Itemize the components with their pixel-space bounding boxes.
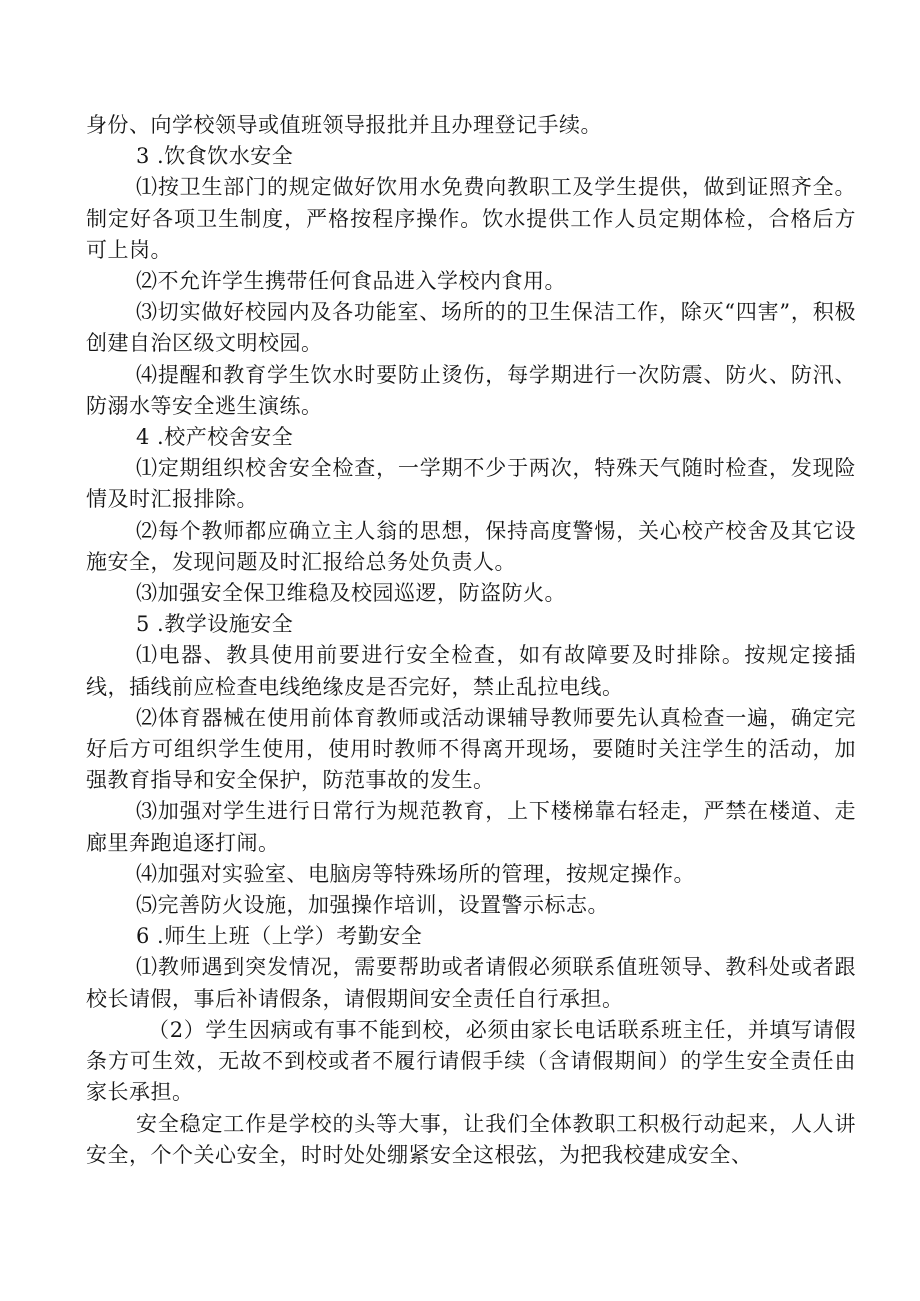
continued-paragraph: 身份、向学校领导或值班领导报批并且办理登记手续。 [86,113,602,137]
paragraph-attendance-2: （2）学生因病或有事不能到校，必须由家长电话联系班主任，并填写请假条方可生效，无故不到校或者不履行请假手续（含请假期间）的学生安全责任由家长承担。 [86,1017,856,1105]
paragraph-attendance-1: ⑴教师遇到突发情况，需要帮助或者请假必须联系值班领导、教科处或者跟校长请假，事后补请假条，请假期间安全责任自行承担。 [86,955,856,1011]
paragraph-teaching-facilities-4: ⑷加强对实验室、电脑房等特殊场所的管理，按规定操作。 [136,861,695,886]
paragraph-closing: 安全稳定工作是学校的头等大事，让我们全体教职工积极行动起来，人人讲安全，个个关心安全，时时处处绷紧安全这根弦，为把我校建成安全、 [86,1111,856,1167]
paragraph-food-water-4: ⑷提醒和教育学生饮水时要防止烫伤，每学期进行一次防震、防火、防汛、防溺水等安全逃生演练。 [86,362,856,418]
document-page [86,110,856,1171]
paragraph-teaching-facilities-1: ⑴电器、教具使用前要进行安全检查，如有故障要及时排除。按规定接插线，插线前应检查电线绝缘皮是否完好，禁止乱拉电线。 [86,643,856,699]
paragraph-food-water-3: ⑶切实做好校园内及各功能室、场所的的卫生保洁工作，除灭“四害”，积极创建自治区级文明校园。 [86,300,856,356]
paragraph-food-water-1: ⑴按卫生部门的规定做好饮用水免费向教职工及学生提供，做到证照齐全。制定好各项卫生制度，严格按程序操作。饮水提供工作人员定期体检，合格后方可上岗。 [86,175,856,262]
paragraph-food-water-2: ⑵不允许学生携带任何食品进入学校内食用。 [136,269,566,294]
section-heading-school-property: 4 .校产校舍安全 [136,425,294,450]
section-heading-attendance: 6 .师生上班（上学）考勤安全 [136,924,423,949]
paragraph-teaching-facilities-2: ⑵体育器械在使用前体育教师或活动课辅导教师要先认真检查一遍，确定完好后方可组织学生使用，使用时教师不得离开现场，要随时关注学生的活动，加强教育指导和安全保护，防范事故的发生。 [86,705,856,793]
paragraph-school-property-2: ⑵每个教师都应确立主人翁的思想，保持高度警惕，关心校产校舍及其它设施安全，发现问题及时汇报给总务处负责人。 [86,518,856,574]
section-heading-teaching-facilities: 5 .教学设施安全 [136,612,294,637]
paragraph-teaching-facilities-5: ⑸完善防火设施，加强操作培训，设置警示标志。 [136,893,609,918]
paragraph-school-property-3: ⑶加强安全保卫维稳及校园巡逻，防盗防火。 [136,581,566,606]
paragraph-teaching-facilities-3: ⑶加强对学生进行日常行为规范教育，上下楼梯靠右轻走，严禁在楼道、走廊里奔跑追逐打闹。 [86,799,856,855]
section-heading-food-water: 3 .饮食饮水安全 [136,144,294,169]
paragraph-school-property-1: ⑴定期组织校舍安全检查，一学期不少于两次，特殊天气随时检查，发现险情及时汇报排除。 [86,456,856,512]
